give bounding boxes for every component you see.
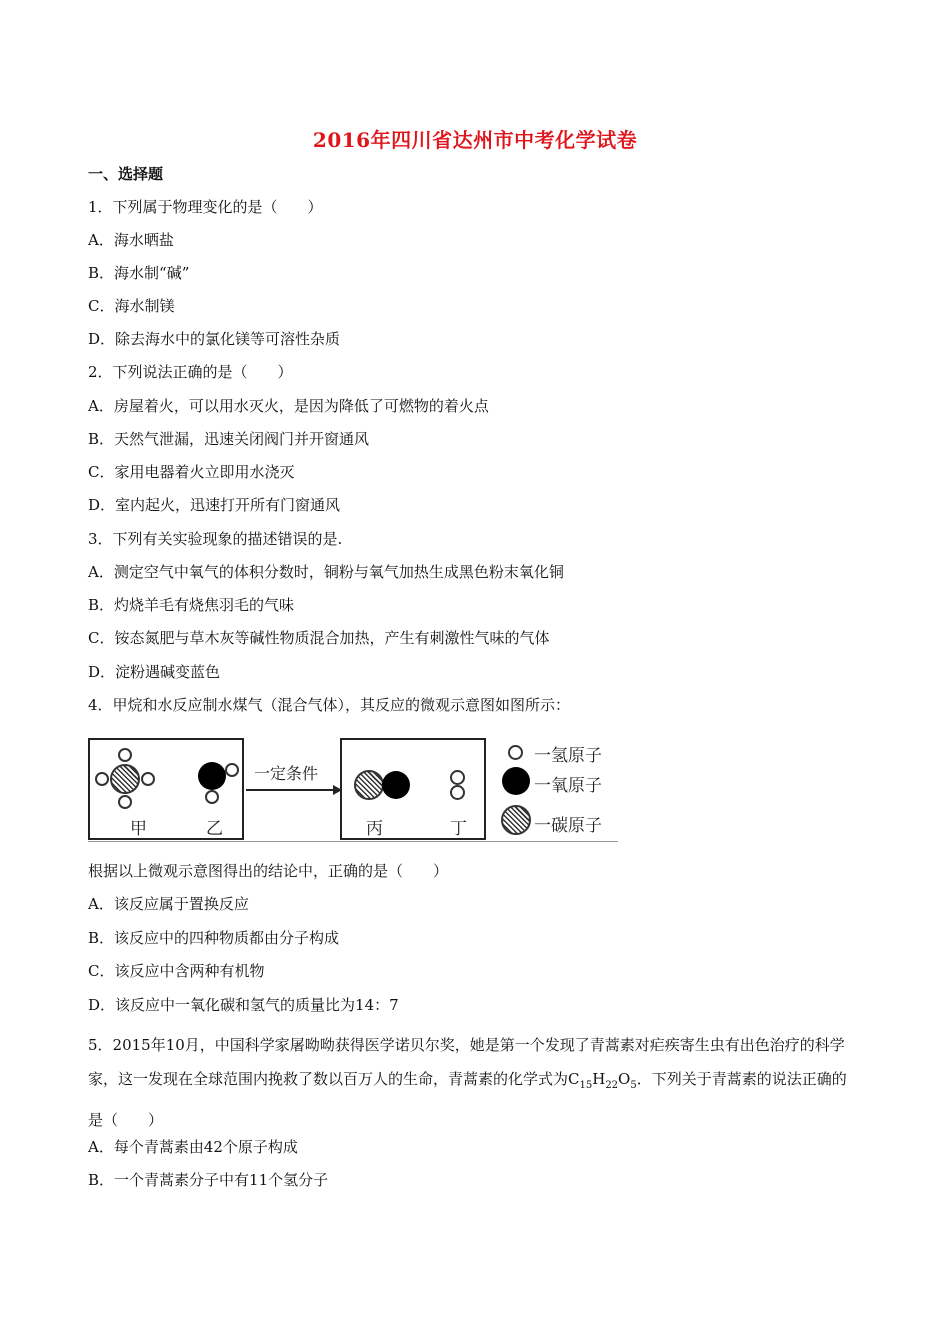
formula-sub-h: 22 — [605, 1080, 619, 1091]
formula-sub-o: 5 — [630, 1080, 637, 1091]
q5-option-a: A．每个青蒿素由42个原子构成 — [88, 1138, 298, 1156]
q5-stem-part2: ．下列关于青蒿素的说法正确的是（ ） — [88, 1070, 847, 1129]
q3-option-a: A．测定空气中氧气的体积分数时，铜粉与氧气加热生成黑色粉末氧化铜 — [88, 563, 564, 581]
reaction-diagram — [88, 735, 618, 843]
q1-option-b: B．海水制“碱” — [88, 264, 190, 282]
reactants-box — [88, 738, 244, 840]
hydrogen-atom-icon — [205, 790, 219, 804]
q5-option-b: B．一个青蒿素分子中有11个氢分子 — [88, 1171, 329, 1189]
label-bing: 丙 — [366, 819, 383, 839]
carbon-atom-icon — [354, 770, 384, 800]
q2-option-a: A．房屋着火，可以用水灭火，是因为降低了可燃物的着火点 — [88, 397, 489, 415]
q5-stem-part1: 5．2015年10月，中国科学家屠呦呦获得医学诺贝尔奖，她是第一个发现了青蒿素对疟疾寄生虫有出色治疗的科学家，这一发现在全球范围内挽救了数以百万人的生命，青蒿素的化学式为C — [88, 1036, 845, 1088]
page-title: 2016年四川省达州市中考化学试卷 — [312, 128, 638, 152]
q2-option-b: B．天然气泄漏，迅速关闭阀门并开窗通风 — [88, 430, 370, 448]
formula-h: H — [592, 1070, 606, 1088]
label-jia: 甲 — [130, 819, 147, 839]
formula-o: O — [618, 1070, 631, 1088]
q5-stem — [88, 1028, 860, 1137]
q4-option-c: C．该反应中含两种有机物 — [88, 962, 265, 980]
label-ding: 丁 — [450, 819, 467, 839]
q3-option-b: B．灼烧羊毛有烧焦羽毛的气味 — [88, 596, 295, 614]
oxygen-atom-icon — [198, 762, 226, 790]
q4-option-b: B．该反应中的四种物质都由分子构成 — [88, 929, 340, 947]
label-yi: 乙 — [206, 819, 223, 839]
q2-option-d: D．室内起火，迅速打开所有门窗通风 — [88, 496, 341, 514]
q4-followup: 根据以上微观示意图得出的结论中，正确的是（ ） — [88, 862, 449, 880]
q1-option-d: D．除去海水中的氯化镁等可溶性杂质 — [88, 330, 341, 348]
hydrogen-atom-icon — [95, 772, 109, 786]
hydrogen-atom-icon — [225, 763, 239, 777]
legend-carbon-icon — [501, 805, 531, 835]
hydrogen-atom-icon — [450, 770, 465, 785]
reaction-condition: 一定条件 — [254, 764, 319, 783]
legend-hydrogen: 一氢原子 — [534, 746, 602, 766]
q4-option-d: D．该反应中一氧化碳和氢气的质量比为14：7 — [88, 996, 399, 1014]
hydrogen-atom-icon — [118, 795, 132, 809]
q1-option-a: A．海水晒盐 — [88, 231, 174, 249]
q2-option-c: C．家用电器着火立即用水浇灭 — [88, 463, 295, 481]
reaction-arrow — [246, 789, 334, 791]
q4-stem: 4．甲烷和水反应制水煤气（混合气体），其反应的微观示意图如图所示： — [88, 696, 571, 714]
hydrogen-atom-icon — [118, 748, 132, 762]
legend-oxygen-icon — [502, 767, 530, 795]
carbon-atom-icon — [110, 764, 140, 794]
q3-option-d: D．淀粉遇碱变蓝色 — [88, 663, 221, 681]
q4-option-a: A．该反应属于置换反应 — [88, 895, 249, 913]
q1-option-c: C．海水制镁 — [88, 297, 175, 315]
q3-option-c: C．铵态氮肥与草木灰等碱性物质混合加热，产生有刺激性气味的气体 — [88, 629, 550, 647]
formula-sub-c: 15 — [579, 1080, 593, 1091]
q3-stem: 3．下列有关实验现象的描述错误的是. — [88, 530, 343, 548]
legend-carbon: 一碳原子 — [534, 816, 602, 836]
q2-stem: 2．下列说法正确的是（ ） — [88, 363, 293, 381]
hydrogen-atom-icon — [450, 785, 465, 800]
q1-stem: 1．下列属于物理变化的是（ ） — [88, 198, 323, 216]
section-heading: 一、选择题 — [88, 165, 164, 183]
legend-hydrogen-icon — [508, 745, 523, 760]
hydrogen-atom-icon — [141, 772, 155, 786]
products-box — [340, 738, 486, 840]
legend-oxygen: 一氧原子 — [534, 776, 602, 796]
figure-underline — [88, 841, 618, 842]
oxygen-atom-icon — [382, 771, 410, 799]
